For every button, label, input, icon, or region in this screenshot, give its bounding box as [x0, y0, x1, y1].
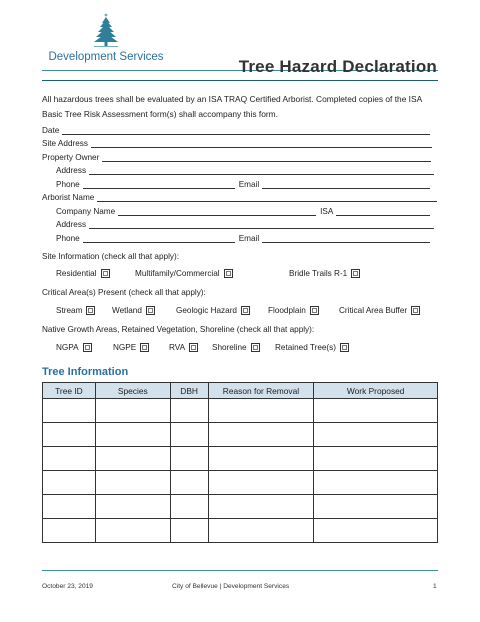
option-label: Shoreline	[212, 343, 247, 352]
option-rva[interactable]	[169, 343, 198, 352]
site-address-row	[42, 139, 432, 148]
arborist-name-row	[42, 193, 437, 202]
arborist-email-label: Email	[238, 234, 260, 243]
table-cell[interactable]	[43, 447, 96, 471]
owner-phone-row	[56, 180, 430, 189]
checkbox[interactable]	[224, 269, 233, 278]
property-owner-label: Property Owner	[42, 153, 100, 162]
table-cell[interactable]	[208, 423, 314, 447]
table-cell[interactable]	[43, 423, 96, 447]
option-label: RVA	[169, 343, 186, 352]
checkbox[interactable]	[189, 343, 198, 352]
tree-info-table	[42, 382, 438, 543]
site-address-label: Site Address	[42, 139, 88, 148]
date-field[interactable]	[62, 126, 430, 135]
col-tree-id: Tree ID	[43, 383, 96, 399]
option-label: Retained Tree(s)	[275, 343, 336, 352]
owner-phone-label: Phone	[56, 180, 80, 189]
isa-label: ISA	[320, 207, 334, 216]
table-cell[interactable]	[43, 399, 96, 423]
col-work: Work Proposed	[314, 383, 438, 399]
checkbox[interactable]	[86, 306, 95, 315]
arborist-address-field[interactable]	[89, 220, 434, 229]
table-cell[interactable]	[43, 519, 96, 543]
table-cell[interactable]	[314, 495, 438, 519]
option-label: Geologic Hazard	[176, 306, 237, 315]
table-row	[43, 399, 438, 423]
arborist-email-field[interactable]	[262, 234, 430, 243]
table-cell[interactable]	[43, 471, 96, 495]
isa-field[interactable]	[336, 207, 430, 216]
option-ngpa[interactable]	[56, 343, 92, 352]
table-cell[interactable]	[95, 399, 170, 423]
option-label: Wetland	[112, 306, 142, 315]
table-cell[interactable]	[208, 519, 314, 543]
checkbox[interactable]	[340, 343, 349, 352]
option-label: NGPE	[113, 343, 137, 352]
option-label: Bridle Trails R-1	[289, 269, 348, 278]
col-reason: Reason for Removal	[208, 383, 314, 399]
table-cell[interactable]	[170, 519, 208, 543]
arborist-address-label: Address	[56, 220, 87, 229]
tree-info-title: Tree Information	[42, 366, 129, 378]
option-retained-trees[interactable]	[275, 343, 349, 352]
table-row	[43, 447, 438, 471]
option-residential[interactable]	[56, 269, 110, 278]
owner-address-label: Address	[56, 166, 87, 175]
table-cell[interactable]	[95, 423, 170, 447]
tree-logo-icon	[91, 12, 121, 48]
footer-rule	[42, 570, 438, 571]
option-critical-area-buffer[interactable]	[339, 306, 420, 315]
option-label: NGPA	[56, 343, 79, 352]
arborist-name-field[interactable]	[97, 193, 437, 202]
checkbox[interactable]	[241, 306, 250, 315]
checkbox[interactable]	[146, 306, 155, 315]
title-rule	[42, 80, 438, 81]
company-name-label: Company Name	[56, 207, 116, 216]
checkbox[interactable]	[251, 343, 260, 352]
company-row	[56, 207, 430, 216]
date-label: Date	[42, 126, 60, 135]
table-cell[interactable]	[208, 399, 314, 423]
option-floodplain[interactable]	[268, 306, 319, 315]
option-label: Multifamily/Commercial	[135, 269, 220, 278]
intro-text: All hazardous trees shall be evaluated by an ISA TRAQ Certified Arborist. Completed copies of the ISA Basic Tree Risk Assessment form(s) shall accompany this form.	[42, 94, 422, 119]
owner-address-field[interactable]	[89, 166, 434, 175]
arborist-address-row	[56, 220, 434, 229]
critical-areas-label: Critical Area(s) Present (check all that apply):	[42, 288, 206, 297]
col-species: Species	[95, 383, 170, 399]
option-label: Floodplain	[268, 306, 306, 315]
table-cell[interactable]	[170, 495, 208, 519]
owner-email-field[interactable]	[262, 180, 430, 189]
table-cell[interactable]	[95, 519, 170, 543]
table-cell[interactable]	[95, 471, 170, 495]
table-cell[interactable]	[43, 495, 96, 519]
col-dbh: DBH	[170, 383, 208, 399]
option-label: Residential	[56, 269, 97, 278]
arborist-phone-field[interactable]	[83, 234, 235, 243]
table-cell[interactable]	[95, 447, 170, 471]
table-cell[interactable]	[170, 399, 208, 423]
table-cell[interactable]	[95, 495, 170, 519]
property-owner-row	[42, 153, 431, 162]
checkbox[interactable]	[411, 306, 420, 315]
option-stream[interactable]	[56, 306, 95, 315]
owner-email-label: Email	[238, 180, 260, 189]
table-row	[43, 423, 438, 447]
owner-phone-field[interactable]	[83, 180, 235, 189]
table-cell[interactable]	[208, 495, 314, 519]
site-info-label: Site Information (check all that apply):	[42, 252, 179, 261]
option-ngpe[interactable]	[113, 343, 149, 352]
checkbox[interactable]	[310, 306, 319, 315]
table-row	[43, 495, 438, 519]
option-wetland[interactable]	[112, 306, 155, 315]
date-row	[42, 126, 430, 135]
arborist-name-label: Arborist Name	[42, 193, 95, 202]
table-cell[interactable]	[170, 423, 208, 447]
table-row	[43, 519, 438, 543]
arborist-phone-row	[56, 234, 430, 243]
footer-page-number: 1	[433, 583, 437, 590]
owner-address-row	[56, 166, 434, 175]
page-title: Tree Hazard Declaration	[238, 57, 437, 76]
footer-center: City of Bellevue | Development Services	[172, 583, 290, 590]
property-owner-field[interactable]	[102, 153, 431, 162]
checkbox[interactable]	[83, 343, 92, 352]
option-shoreline[interactable]	[212, 343, 260, 352]
table-cell[interactable]	[314, 399, 438, 423]
table-cell[interactable]	[170, 471, 208, 495]
table-header-row	[43, 383, 438, 399]
table-cell[interactable]	[314, 447, 438, 471]
company-name-field[interactable]	[118, 207, 316, 216]
org-name: Development Services	[48, 51, 164, 63]
checkbox[interactable]	[140, 343, 149, 352]
option-label: Critical Area Buffer	[339, 306, 408, 315]
checkbox[interactable]	[351, 269, 360, 278]
table-cell[interactable]	[314, 519, 438, 543]
table-cell[interactable]	[208, 471, 314, 495]
arborist-phone-label: Phone	[56, 234, 80, 243]
table-cell[interactable]	[314, 471, 438, 495]
option-geologic-hazard[interactable]	[176, 306, 250, 315]
logo	[44, 12, 168, 63]
option-bridle-trails[interactable]	[289, 269, 360, 278]
footer-date: October 23, 2019	[42, 583, 93, 590]
checkbox[interactable]	[101, 269, 110, 278]
table-cell[interactable]	[314, 423, 438, 447]
table-cell[interactable]	[170, 447, 208, 471]
native-growth-label: Native Growth Areas, Retained Vegetation, Shoreline (check all that apply):	[42, 325, 315, 334]
option-label: Stream	[56, 306, 83, 315]
option-multifamily[interactable]	[135, 269, 233, 278]
table-cell[interactable]	[208, 447, 314, 471]
site-address-field[interactable]	[91, 139, 432, 148]
table-row	[43, 471, 438, 495]
